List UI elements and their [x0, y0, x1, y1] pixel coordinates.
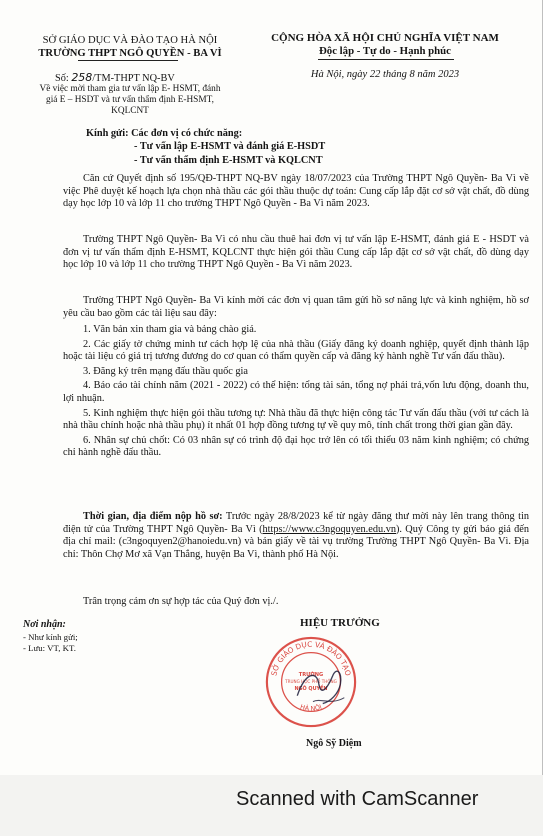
- subject-line-2: giá E – HSDT và tư vấn thẩm định E-HSMT,: [46, 95, 214, 105]
- footer-recipient-1: - Như kính gửi;: [23, 632, 78, 642]
- list-item: 1. Văn bản xin tham gia và bảng chào giá.: [83, 324, 257, 335]
- recipient-item-2: - Tư vấn thẩm định E-HSMT và KQLCNT: [134, 155, 323, 166]
- list-item: 2. Các giấy tờ chứng minh tư cách hợp lệ của nhà thầu (Giấy đăng ký doanh nghiệp, quyết định thành lập hoặc tài liệu có giá trị tương đương do cơ quan có thẩm quyền cấp và đăng ký hành nghề Tư vấn đấu thầu).: [63, 338, 529, 363]
- list-item: 5. Kinh nghiệm thực hiện gói thầu tương tự: Nhà thầu đã thực hiện công tác Tư vấn đấu thầu (với tư cách là nhà thầu chính hoặc nhà thầu phụ) ít nhất 01 hợp đồng tương tự về quy mô, tính chất trong thời gian gần đây.: [63, 407, 529, 432]
- recipients-label: Kính gửi: Các đơn vị có chức năng:: [86, 128, 243, 139]
- camscanner-watermark: Scanned with CamScanner: [236, 788, 479, 810]
- recipient-item-1: - Tư vấn lập E-HSMT và đánh giá E-HSDT: [134, 141, 326, 152]
- paragraph-legal-basis: Căn cứ Quyết định số 195/QĐ-THPT NQ-BV ngày 18/07/2023 của Trường THPT Ngô Quyền- Ba Vì về việc Phê duyệt kế hoạch lựa chọn nhà thầu các gói thầu thuộc dự toán: Cung cấp lắp đặt cơ sở vật chất, đồ dùng dạy học lớp 10 và lớp 11 cho trường THPT Ngô Quyền - Ba Vì năm 2023.: [63, 173, 529, 210]
- school-name: TRƯỜNG THPT NGÔ QUYỀN - BA VÌ: [38, 48, 222, 59]
- header-right-rule: [318, 59, 454, 60]
- handwritten-number: 258: [71, 71, 93, 84]
- stamp-bottom-text: HÀ NỘI: [299, 702, 323, 713]
- subject-line-3: KQLCNT: [111, 106, 149, 116]
- header-left-rule: [78, 60, 178, 61]
- ministry-name: SỞ GIÁO DỤC VÀ ĐÀO TẠO HÀ NỘI: [42, 35, 218, 46]
- closing-line: Trân trọng cảm ơn sự hợp tác của Quý đơn vị./.: [83, 596, 279, 607]
- footer-recipient-2: - Lưu: VT, KT.: [23, 643, 76, 653]
- svg-text:TRƯỜNG: TRƯỜNG: [298, 672, 324, 679]
- subject-line-1: Về việc mời tham gia tư vấn lập E- HSMT, đánh: [39, 84, 221, 94]
- school-website-link[interactable]: https://www.c3ngoquyen.edu.vn: [262, 523, 396, 535]
- nation-title: CỘNG HÒA XÃ HỘI CHỦ NGHĨA VIỆT NAM: [271, 32, 499, 44]
- signer-title: HIỆU TRƯỞNG: [300, 617, 380, 629]
- svg-text:TRUNG HỌC PHỔ THÔNG: TRUNG HỌC PHỔ THÔNG: [285, 678, 337, 684]
- document-number: Số: 258/TM-THPT NQ-BV: [55, 71, 175, 84]
- stamp-ring-text: SỞ GIÁO DỤC VÀ ĐÀO TẠO: [269, 639, 353, 677]
- document-date: Hà Nội, ngày 22 tháng 8 năm 2023: [310, 69, 460, 80]
- paragraph-invitation: Trường THPT Ngô Quyền- Ba Vì kính mời các đơn vị quan tâm gửi hồ sơ năng lực và kinh nghiệm, hồ sơ yêu cầu bao gồm các tài liệu sau đây:: [63, 295, 529, 319]
- nation-motto: Độc lập - Tự do - Hạnh phúc: [319, 45, 451, 57]
- list-item: 3. Đăng ký trên mạng đấu thầu quốc gia: [83, 365, 248, 377]
- paragraph-submission: Thời gian, địa điểm nộp hồ sơ: Trước ngày 28/8/2023 kể từ ngày đăng thư mời này lên trang thông tin điện tử của Trường THPT Ngô Quyền- Ba Vì (https://www.c3ngoquyen.edu.vn). Quý Công ty gửi báo giá đến địa chỉ mail: (c3ngoquyen2@hanoiedu.vn) và bản giấy về tài vụ trường Trường THPT Ngô Quyền- Ba Vì. Địa chỉ: Thôn Chợ Mơ xã Vạn Thắng, huyện Ba Vì, thành phố Hà Nội.: [63, 511, 529, 560]
- signer-name: Ngô Sỹ Diệm: [306, 738, 362, 749]
- footer-recipients-label: Nơi nhận:: [23, 619, 66, 630]
- list-item: 6. Nhân sự chủ chốt: Có 03 nhân sự có trình độ đại học trở lên có tối thiểu 03 năm kinh nghiệm; có chứng chỉ hành nghề đấu thầu.: [63, 434, 529, 459]
- paragraph-needs: Trường THPT Ngô Quyền- Ba Vì có nhu cầu thuê hai đơn vị tư vấn lập E-HSMT, đánh giá E - HSDT và đơn vị tư vấn thẩm định E-HSMT, KQLCNT thực hiện gói thầu Cung cấp lắp đặt cơ sở vật chất, đồ dùng dạy học lớp 10 và lớp 11 cho trường THPT Ngô Quyền - Ba Vì năm 2023.: [63, 234, 529, 271]
- requirements-list: [63, 324, 529, 462]
- svg-text:NGÔ QUYỀN: NGÔ QUYỀN: [294, 685, 328, 692]
- list-item: 4. Báo cáo tài chính năm (2021 - 2022) có thể hiện: tổng tài sản, tổng nợ phải trả,vốn lưu động, doanh thu, lợi nhuận.: [63, 380, 529, 404]
- official-stamp-icon: [262, 633, 360, 731]
